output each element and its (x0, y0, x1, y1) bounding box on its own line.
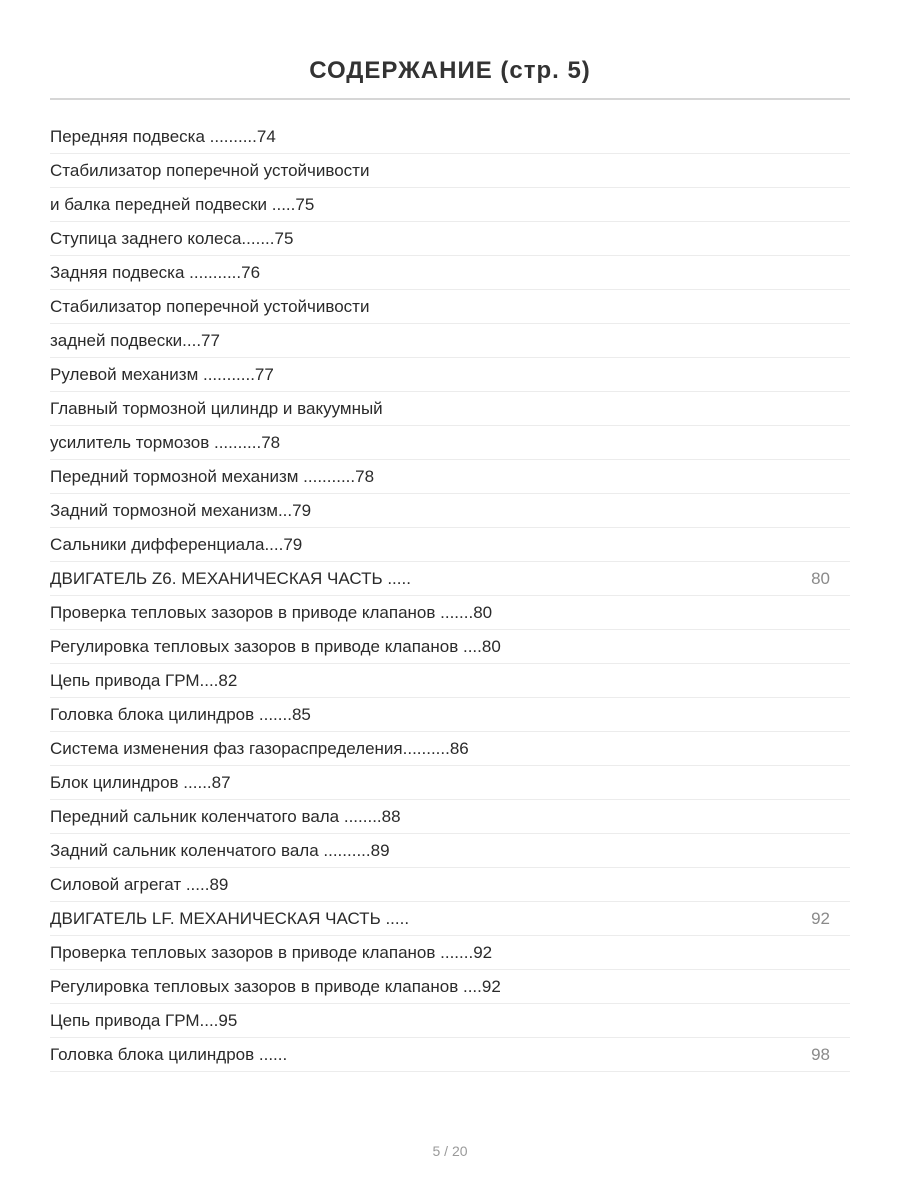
toc-entry-title: усилитель тормозов ..........78 (50, 432, 281, 452)
toc-entry[interactable] (50, 188, 850, 222)
toc-entry[interactable] (50, 800, 850, 834)
toc-entry[interactable] (50, 324, 850, 358)
table-of-contents (50, 120, 850, 1072)
toc-entry[interactable] (50, 392, 850, 426)
toc-entry[interactable] (50, 426, 850, 460)
toc-entry[interactable] (50, 154, 850, 188)
toc-entry-title: ДВИГАТЕЛЬ Z6. МЕХАНИЧЕСКАЯ ЧАСТЬ ..... (50, 568, 411, 588)
toc-entry-title: Регулировка тепловых зазоров в приводе клапанов ....92 (50, 976, 501, 996)
toc-entry-title: Цепь привода ГРМ....95 (50, 1010, 238, 1030)
toc-entry-title: Задний тормозной механизм...79 (50, 500, 312, 520)
toc-entry-title: Передний сальник коленчатого вала ........88 (50, 806, 401, 826)
toc-entry[interactable] (50, 358, 850, 392)
toc-entry[interactable] (50, 256, 850, 290)
toc-entry-title: Цепь привода ГРМ....82 (50, 670, 238, 690)
toc-entry[interactable] (50, 698, 850, 732)
toc-entry-page: 98 (811, 1044, 830, 1064)
toc-entry-page: 92 (811, 908, 830, 928)
toc-entry-title: Передний тормозной механизм ...........78 (50, 466, 375, 486)
toc-entry-title: Блок цилиндров ......87 (50, 772, 231, 792)
toc-entry[interactable] (50, 1004, 850, 1038)
toc-entry[interactable] (50, 732, 850, 766)
toc-entry-title: Сальники дифференциала....79 (50, 534, 303, 554)
toc-entry[interactable] (50, 222, 850, 256)
toc-entry-title: Задняя подвеска ...........76 (50, 262, 261, 282)
toc-entry-title: Система изменения фаз газораспределения..........86 (50, 738, 469, 758)
toc-entry[interactable] (50, 494, 850, 528)
toc-entry-title: Стабилизатор поперечной устойчивости (50, 296, 370, 316)
toc-entry[interactable] (50, 120, 850, 154)
page-title: СОДЕРЖАНИЕ (стр. 5) (309, 57, 591, 85)
toc-entry-title: задней подвески....77 (50, 330, 220, 350)
toc-entry-title: Регулировка тепловых зазоров в приводе клапанов ....80 (50, 636, 501, 656)
toc-entry[interactable] (50, 596, 850, 630)
toc-entry[interactable] (50, 290, 850, 324)
toc-entry[interactable] (50, 902, 850, 936)
title-divider (50, 98, 850, 100)
toc-entry-title: Силовой агрегат .....89 (50, 874, 229, 894)
toc-entry[interactable] (50, 460, 850, 494)
toc-entry[interactable] (50, 970, 850, 1004)
toc-entry[interactable] (50, 528, 850, 562)
toc-entry-title: Передняя подвеска ..........74 (50, 126, 276, 146)
toc-entry[interactable] (50, 936, 850, 970)
toc-entry-title: Стабилизатор поперечной устойчивости (50, 160, 370, 180)
toc-entry-title: Задний сальник коленчатого вала ..........89 (50, 840, 390, 860)
toc-entry-title: Ступица заднего колеса.......75 (50, 228, 294, 248)
toc-entry[interactable] (50, 630, 850, 664)
toc-entry-title: Главный тормозной цилиндр и вакуумный (50, 398, 383, 418)
toc-entry-title: Проверка тепловых зазоров в приводе клапанов .......92 (50, 942, 493, 962)
toc-entry[interactable] (50, 834, 850, 868)
toc-entry-title: Головка блока цилиндров .......85 (50, 704, 311, 724)
toc-entry-title: Головка блока цилиндров ...... (50, 1044, 288, 1064)
toc-entry[interactable] (50, 766, 850, 800)
toc-entry[interactable] (50, 1038, 850, 1072)
toc-entry[interactable] (50, 562, 850, 596)
toc-entry[interactable] (50, 868, 850, 902)
toc-entry-title: и балка передней подвески .....75 (50, 194, 315, 214)
toc-entry-title: Рулевой механизм ...........77 (50, 364, 274, 384)
page-number: 5 / 20 (432, 1143, 468, 1159)
toc-entry[interactable] (50, 664, 850, 698)
toc-entry-title: Проверка тепловых зазоров в приводе клапанов .......80 (50, 602, 493, 622)
toc-entry-page: 80 (811, 568, 830, 588)
toc-entry-title: ДВИГАТЕЛЬ LF. МЕХАНИЧЕСКАЯ ЧАСТЬ ..... (50, 908, 410, 928)
